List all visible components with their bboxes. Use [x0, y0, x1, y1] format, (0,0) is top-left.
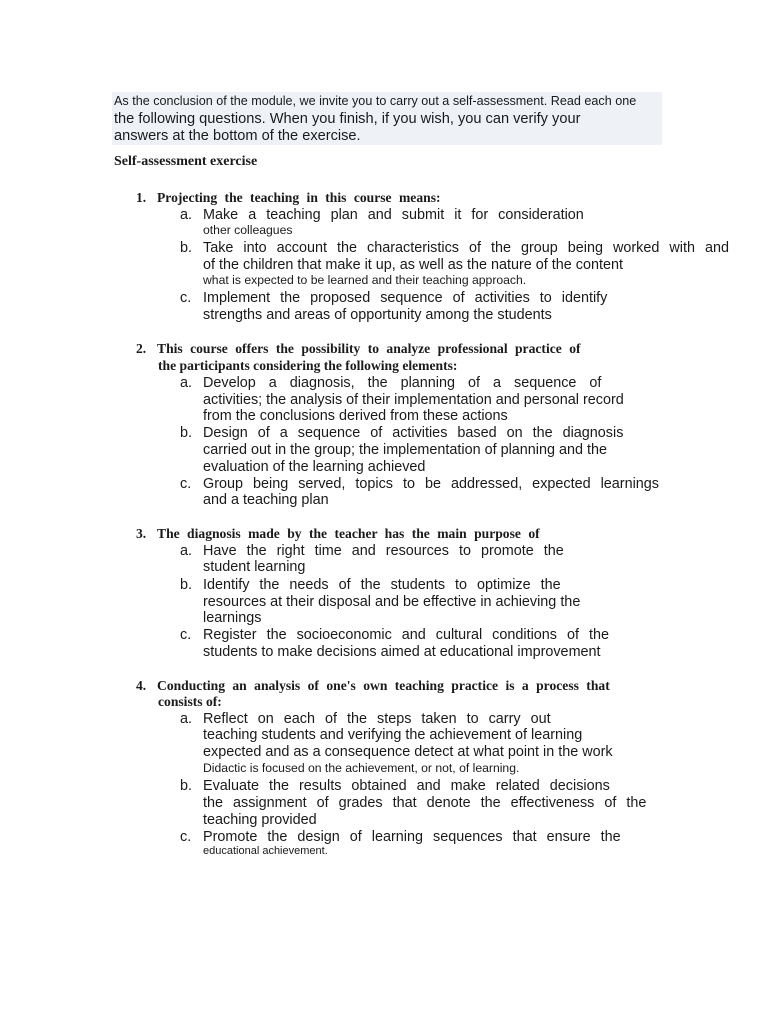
- option-line: learnings: [203, 610, 262, 626]
- question-number: 3.: [136, 526, 147, 541]
- question-text: This course offers the possibility to analyze professional practice of: [157, 341, 581, 356]
- option-line: activities; the analysis of their implementation and personal record: [203, 392, 624, 408]
- option-line: Have the right time and resources to promote the: [203, 543, 564, 559]
- option-letter: a.: [180, 711, 193, 727]
- option-line: from the conclusions derived from these actions: [203, 408, 508, 424]
- option-letter: c.: [180, 476, 192, 492]
- option-letter: c.: [180, 290, 192, 306]
- option-line: Implement the proposed sequence of activities to identify: [203, 290, 608, 306]
- option-line: strengths and areas of opportunity among the students: [203, 307, 552, 323]
- option-line: the assignment of grades that denote the effectiveness of the: [203, 795, 647, 811]
- intro-box: [112, 92, 662, 145]
- option-line: Develop a diagnosis, the planning of a sequence of: [203, 375, 602, 391]
- option-line: educational achievement.: [203, 845, 328, 857]
- option-line: Didactic is focused on the achievement, or not, of learning.: [203, 761, 520, 775]
- option-line: teaching provided: [203, 812, 317, 828]
- section-heading: Self-assessment exercise: [114, 154, 258, 169]
- question-number: 4.: [136, 678, 147, 693]
- option-line: of the children that make it up, as well as the nature of the content: [203, 257, 623, 273]
- option-letter: b.: [180, 425, 193, 441]
- intro-line: As the conclusion of the module, we invite you to carry out a self-assessment. Read each one: [114, 94, 637, 108]
- option-letter: b.: [180, 778, 193, 794]
- question-text: Projecting the teaching in this course means:: [157, 190, 441, 205]
- intro-line: answers at the bottom of the exercise.: [114, 128, 361, 144]
- question-text: consists of:: [158, 694, 222, 709]
- question-text: Conducting an analysis of one's own teaching practice is a process that: [157, 678, 610, 693]
- option-line: teaching students and verifying the achievement of learning: [203, 727, 583, 743]
- option-line: Make a teaching plan and submit it for consideration: [203, 207, 584, 223]
- option-letter: a.: [180, 207, 193, 223]
- option-line: Evaluate the results obtained and make related decisions: [203, 778, 610, 794]
- option-line: expected and as a consequence detect at what point in the work: [203, 744, 613, 760]
- option-line: Promote the design of learning sequences that ensure the: [203, 829, 621, 845]
- option-line: Group being served, topics to be addressed, expected learnings: [203, 476, 659, 492]
- option-line: what is expected to be learned and their teaching approach.: [203, 273, 527, 287]
- option-line: Register the socioeconomic and cultural conditions of the: [203, 627, 609, 643]
- intro-line: the following questions. When you finish, if you wish, you can verify your: [114, 111, 581, 127]
- option-letter: c.: [180, 627, 192, 643]
- option-line: resources at their disposal and be effective in achieving the: [203, 594, 581, 610]
- option-line: carried out in the group; the implementation of planning and the: [203, 442, 608, 458]
- option-letter: b.: [180, 240, 193, 256]
- option-line: Take into account the characteristics of the group being worked with and: [203, 240, 729, 256]
- question-text: the participants considering the following elements:: [158, 358, 458, 373]
- option-letter: b.: [180, 577, 193, 593]
- question-text: The diagnosis made by the teacher has the main purpose of: [157, 526, 540, 541]
- option-line: evaluation of the learning achieved: [203, 459, 426, 475]
- option-letter: c.: [180, 829, 192, 845]
- option-line: Reflect on each of the steps taken to carry out: [203, 711, 551, 727]
- option-line: Design of a sequence of activities based on the diagnosis: [203, 425, 624, 441]
- option-line: student learning: [203, 559, 306, 575]
- option-line: students to make decisions aimed at educational improvement: [203, 644, 601, 660]
- question-number: 1.: [136, 190, 147, 205]
- option-line: other colleagues: [203, 223, 293, 237]
- option-line: Identify the needs of the students to optimize the: [203, 577, 561, 593]
- question-number: 2.: [136, 341, 147, 356]
- option-letter: a.: [180, 543, 193, 559]
- option-line: and a teaching plan: [203, 492, 329, 508]
- option-letter: a.: [180, 375, 193, 391]
